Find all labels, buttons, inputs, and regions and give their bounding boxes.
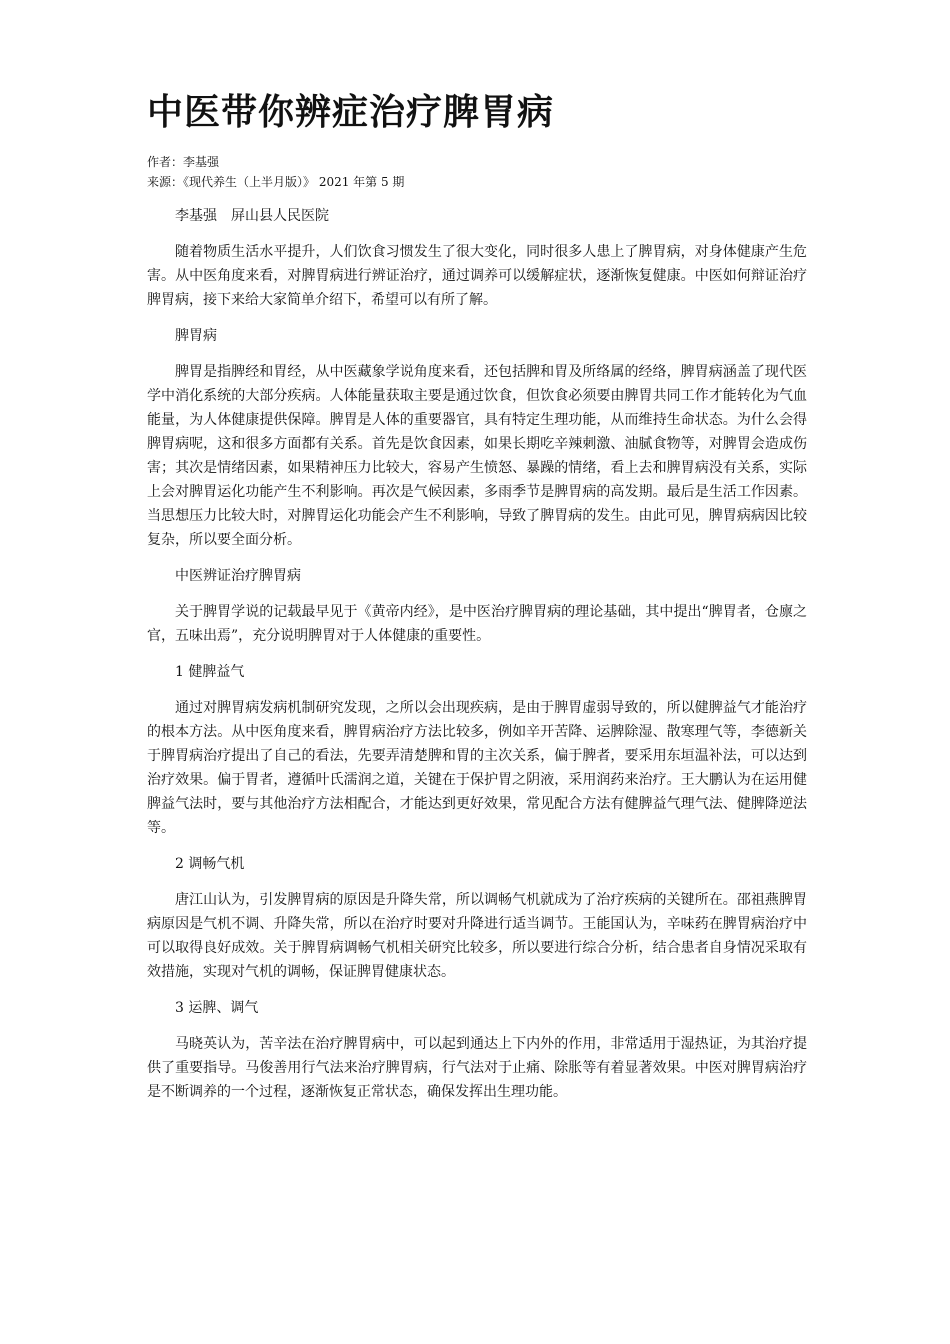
article-meta [147,152,807,192]
paragraph: 随着物质生活水平提升，人们饮食习惯发生了很大变化，同时很多人患上了脾胃病，对身体健康产生危害。从中医角度来看，对脾胃病进行辨证治疗，通过调养可以缓解症状，逐渐恢复健康。中医如何辩证治疗脾胃病，接下来给大家简单介绍下，希望可以有所了解。 [147,244,807,308]
subsection-heading: 1 健脾益气 [175,664,245,680]
source-line: 来源：《现代养生（上半月版）》 2021 年第 5 期 [147,175,405,189]
affiliation-line: 李基强 屏山县人民医院 [175,208,329,224]
article-body [147,204,807,1104]
paragraph: 关于脾胃学说的记载最早见于《黄帝内经》，是中医治疗脾胃病的理论基础，其中提出“脾胃者，仓廪之官，五味出焉”，充分说明脾胃对于人体健康的重要性。 [147,604,807,644]
page-title: 中医带你辨症治疗脾胃病 [147,91,555,133]
subsection-heading: 3 运脾、调气 [175,1000,259,1016]
article [147,88,807,1116]
section-heading: 中医辨证治疗脾胃病 [175,568,301,584]
paragraph: 马晓英认为，苦辛法在治疗脾胃病中，可以起到通达上下内外的作用，非常适用于湿热证，为其治疗提供了重要指导。马俊善用行气法来治疗脾胃病，行气法对于止痛、除胀等有着显著效果。中医对脾胃病治疗是不断调养的一个过程，逐渐恢复正常状态，确保发挥出生理功能。 [147,1036,807,1100]
section-heading: 脾胃病 [175,328,217,344]
author-line: 作者：李基强 [147,155,220,169]
subsection-heading: 2 调畅气机 [175,856,245,872]
paragraph: 脾胃是指脾经和胃经，从中医藏象学说角度来看，还包括脾和胃及所络属的经络，脾胃病涵盖了现代医学中消化系统的大部分疾病。人体能量获取主要是通过饮食，但饮食必须要由脾胃共同工作才能转化为气血能量，为人体健康提供保障。脾胃是人体的重要器官，具有特定生理功能，从而维持生命状态。为什么会得脾胃病呢，这和很多方面都有关系。首先是饮食因素，如果长期吃辛辣刺激、油腻食物等，对脾胃会造成伤害；其次是情绪因素，如果精神压力比较大，容易产生愤怒、暴躁的情绪，看上去和脾胃病没有关系，实际上会对脾胃运化功能产生不利影响。再次是气候因素，多雨季节是脾胃病的高发期。最后是生活工作因素。当思想压力比较大时，对脾胃运化功能会产生不利影响，导致了脾胃病的发生。由此可见，脾胃病病因比较复杂，所以要全面分析。 [147,364,807,548]
paragraph: 通过对脾胃病发病机制研究发现，之所以会出现疾病，是由于脾胃虚弱导致的，所以健脾益气才能治疗的根本方法。从中医角度来看，脾胃病治疗方法比较多，例如辛开苦降、运脾除湿、散寒理气等，李德新关于脾胃病治疗提出了自己的看法，先要弄清楚脾和胃的主次关系，偏于脾者，要采用东垣温补法，可以达到治疗效果。偏于胃者，遵循叶氏濡润之道，关键在于保护胃之阴液，采用润药来治疗。王大鹏认为在运用健脾益气法时，要与其他治疗方法相配合，才能达到更好效果，常见配合方法有健脾益气理气法、健脾降逆法等。 [147,700,807,836]
paragraph: 唐江山认为，引发脾胃病的原因是升降失常，所以调畅气机就成为了治疗疾病的关键所在。邵祖燕脾胃病原因是气机不调、升降失常，所以在治疗时要对升降进行适当调节。王能国认为，辛味药在脾胃病治疗中可以取得良好成效。关于脾胃病调畅气机相关研究比较多，所以要进行综合分析，结合患者自身情况采取有效措施，实现对气机的调畅，保证脾胃健康状态。 [147,892,807,980]
